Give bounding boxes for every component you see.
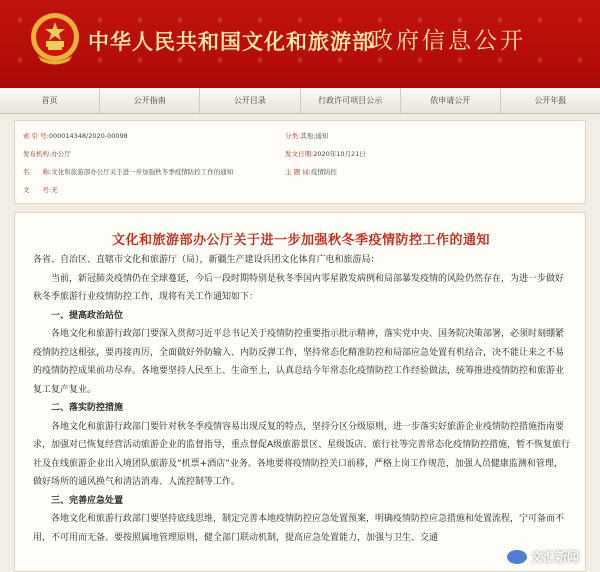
document-body [14,212,586,572]
site-header [0,0,600,88]
info-row-name [23,163,583,180]
section-2-heading: 二、落实防控措施 [51,403,124,413]
index-value: 000014348/2020-00098 [48,131,128,140]
section-3-body: 各地文化和旅游行政部门要坚持底线思维，制定完善本地疫情防控应急处置预案，明确疫情防控应急措施和处置流程，宁可备而不用，不可用而无备。要按照属地管理原则，健全部门联动机制，提高应急处置能力，加强与卫生、交通 [33,514,565,543]
name-label: 名 称: [23,168,52,176]
index-label: 索 引 号: [23,132,49,140]
national-emblem-icon [28,10,82,66]
watermark-text: 文汇新闻 [530,550,579,564]
name-value: 文化和旅游部办公厅关于进一步加强秋冬季疫情防控工作的通知 [51,168,234,176]
info-row-index [23,127,583,144]
document-metadata [14,120,586,204]
section-1-heading: 一、提高政治站位 [51,310,124,321]
nav-item-guide[interactable]: 公开指南 [100,88,200,113]
nav-item-annual-report[interactable]: 公开年报 [534,96,567,105]
watermark [507,548,579,565]
info-row-publisher [23,145,583,162]
watermark-logo-icon [507,550,527,564]
section-2-body: 各地文化和旅游行政部门要针对秋冬季疫情容易出现反复的特点，坚持分区分级原则，进一步落实好旅游企业疫情防控措施指南要求，加强对已恢复经营活动旅游企业的监督指导，重点督促A级旅游景区、星级饭店、旅行社等完善常态化疫情防控措施，暂不恢复旅行社及在线旅游企业出入境团队旅游及“机票+酒店”业务。各地要将疫情防控关口前移，严格上岗工作规范，加强人员健康监测和管理，做好场所的通风换气和清洁消毒、人流控制等工作。 [33,421,571,487]
keywords-label: 主 题 词: [285,168,311,176]
document-text [33,251,571,547]
recipients: 各省、自治区、直辖市文化和旅游厅（局），新疆生产建设兵团文化体育广电和旅游局： [33,255,380,265]
nav-item-catalog[interactable]: 公开目录 [200,88,300,113]
site-title[interactable]: 中华人民共和国文化和旅游部 [88,29,374,54]
section-3-heading: 三、完善应急处置 [51,495,124,506]
nav-item-licensing[interactable]: 行政许可项目公示 [301,88,401,113]
keywords-value: 疫情防控 [310,168,337,176]
category-label: 分类: [285,132,301,140]
site-subtitle: 政府信息公开 [370,28,526,54]
docno-value: 无 [51,186,58,194]
intro-paragraph: 当前，新冠肺炎疫情仍在全球蔓延，今后一段时期特别是秋冬季国内零星散发病例和局部暴发疫情的风险仍然存在，为进一步做好秋冬季旅游行业疫情防控工作，现将有关工作通知如下： [33,273,565,302]
document-title: 文化和旅游部办公厅关于进一步加强秋冬季疫情防控工作的通知 [111,233,490,248]
nav-item-home[interactable]: 首页 [0,88,100,113]
date-value: 2020年10月21日 [313,150,366,158]
section-1-body: 各地文化和旅游行政部门要深入贯彻习近平总书记关于疫情防控重要指示批示精神，落实党中央、国务院决策部署，必须时刻绷紧疫情防控这根弦，要再接再厉，全面做好外防输入、内防反弹工作，坚持常态化精准防控和局部应急处置有机结合，决不能让来之不易的疫情防控成果前功尽弃。各地要坚持人民至上、生命至上，认真总结今年常态化疫情防控工作经验做法，统筹推进疫情防控和旅游业复工复产复业。 [33,329,565,395]
nav-item-request[interactable]: 依申请公开 [401,88,501,113]
category-value: 其他;通知 [300,132,329,140]
main-nav [0,88,600,114]
publisher-value: 办公厅 [51,150,71,158]
docno-label: 文 号: [23,186,52,194]
info-row-docno [23,181,583,198]
publisher-label: 发布机构: [23,150,52,158]
date-label: 发文日期: [285,150,314,158]
